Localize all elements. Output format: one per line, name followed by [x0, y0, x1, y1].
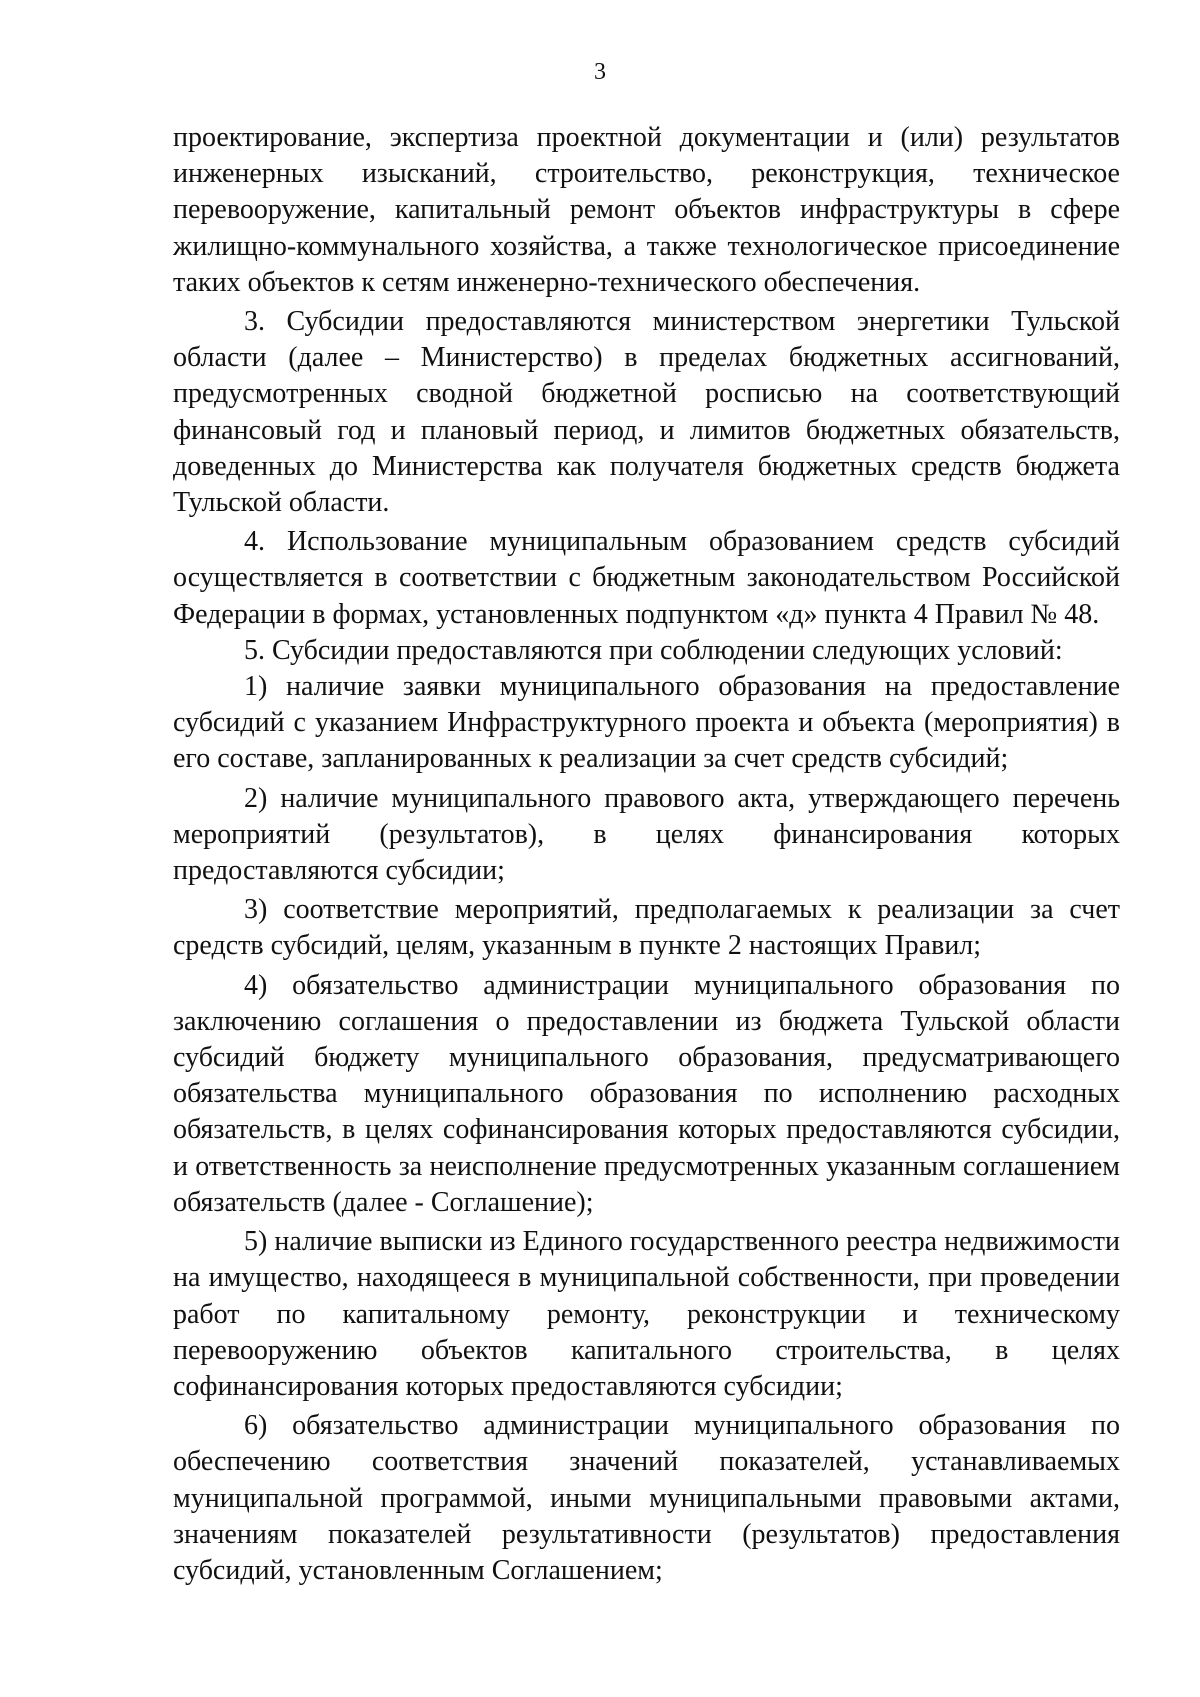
paragraph-clause-5: 5. Субсидии предоставляются при соблюдении следующих условий: — [244, 634, 1063, 666]
paragraph-continuation: проектирование, экспертиза проектной документации и (или) результатов инженерных изысканий, строительство, реконструкция, техническое перевооружение, капитальный ремонт объектов инфраструктуры в сфере жилищно-коммунального хозяйства, а также технологическое присоединение таких объектов к сетям инженерно-технического обеспечения. — [173, 122, 1120, 298]
paragraph-clause-3: 3. Субсидии предоставляются министерством энергетики Тульской области (далее – Министерство) в пределах бюджетных ассигнований, предусмотренных сводной бюджетной росписью на соответствующий финансовый год и плановый период, и лимитов бюджетных обязательств, доведенных до Министерства как получателя бюджетных средств бюджета Тульской области. — [173, 306, 1120, 519]
list-item-condition-1: 1) наличие заявки муниципального образования на предоставление субсидий с указанием Инфраструктурного проекта и объекта (мероприятия) в его составе, запланированных к реализации за счет средств субсидий; — [173, 671, 1120, 775]
list-item-condition-5: 5) наличие выписки из Единого государственного реестра недвижимости на имущество, находящееся в муниципальной собственности, при проведении работ по капитальному ремонту, реконструкции и техническому перевооружению объектов капитального строительства, в целях софинансирования которых предоставляются субсидии; — [173, 1226, 1120, 1402]
list-item-condition-2: 2) наличие муниципального правового акта, утверждающего перечень мероприятий (результатов), в целях финансирования которых предоставляются субсидии; — [173, 782, 1120, 887]
list-item-condition-6: 6) обязательство администрации муниципального образования по обеспечению соответствия значений показателей, устанавливаемых муниципальной программой, иными муниципальными правовыми актами, значениям показателей результативности (результатов) предоставления субсидий, установленным Соглашением; — [173, 1410, 1120, 1586]
page-number: 3 — [594, 59, 606, 85]
list-item-condition-4: 4) обязательство администрации муниципального образования по заключению соглашения о предоставлении из бюджета Тульской области субсидий бюджету муниципального образования, предусматривающего обязательства муниципального образования по исполнению расходных обязательств, в целях софинансирования которых предоставляются субсидии, и ответственность за неисполнение предусмотренных указанным соглашением обязательств (далее - Соглашение); — [173, 969, 1120, 1218]
document-body — [173, 120, 1120, 1589]
paragraph-clause-4: 4. Использование муниципальным образованием средств субсидий осуществляется в соответствии с бюджетным законодательством Российской Федерации в формах, установленных подпунктом «д» пункта 4 Правил № 48. — [173, 526, 1120, 630]
list-item-condition-3: 3) соответствие мероприятий, предполагаемых к реализации за счет средств субсидий, целям, указанным в пункте 2 настоящих Правил; — [173, 894, 1120, 962]
